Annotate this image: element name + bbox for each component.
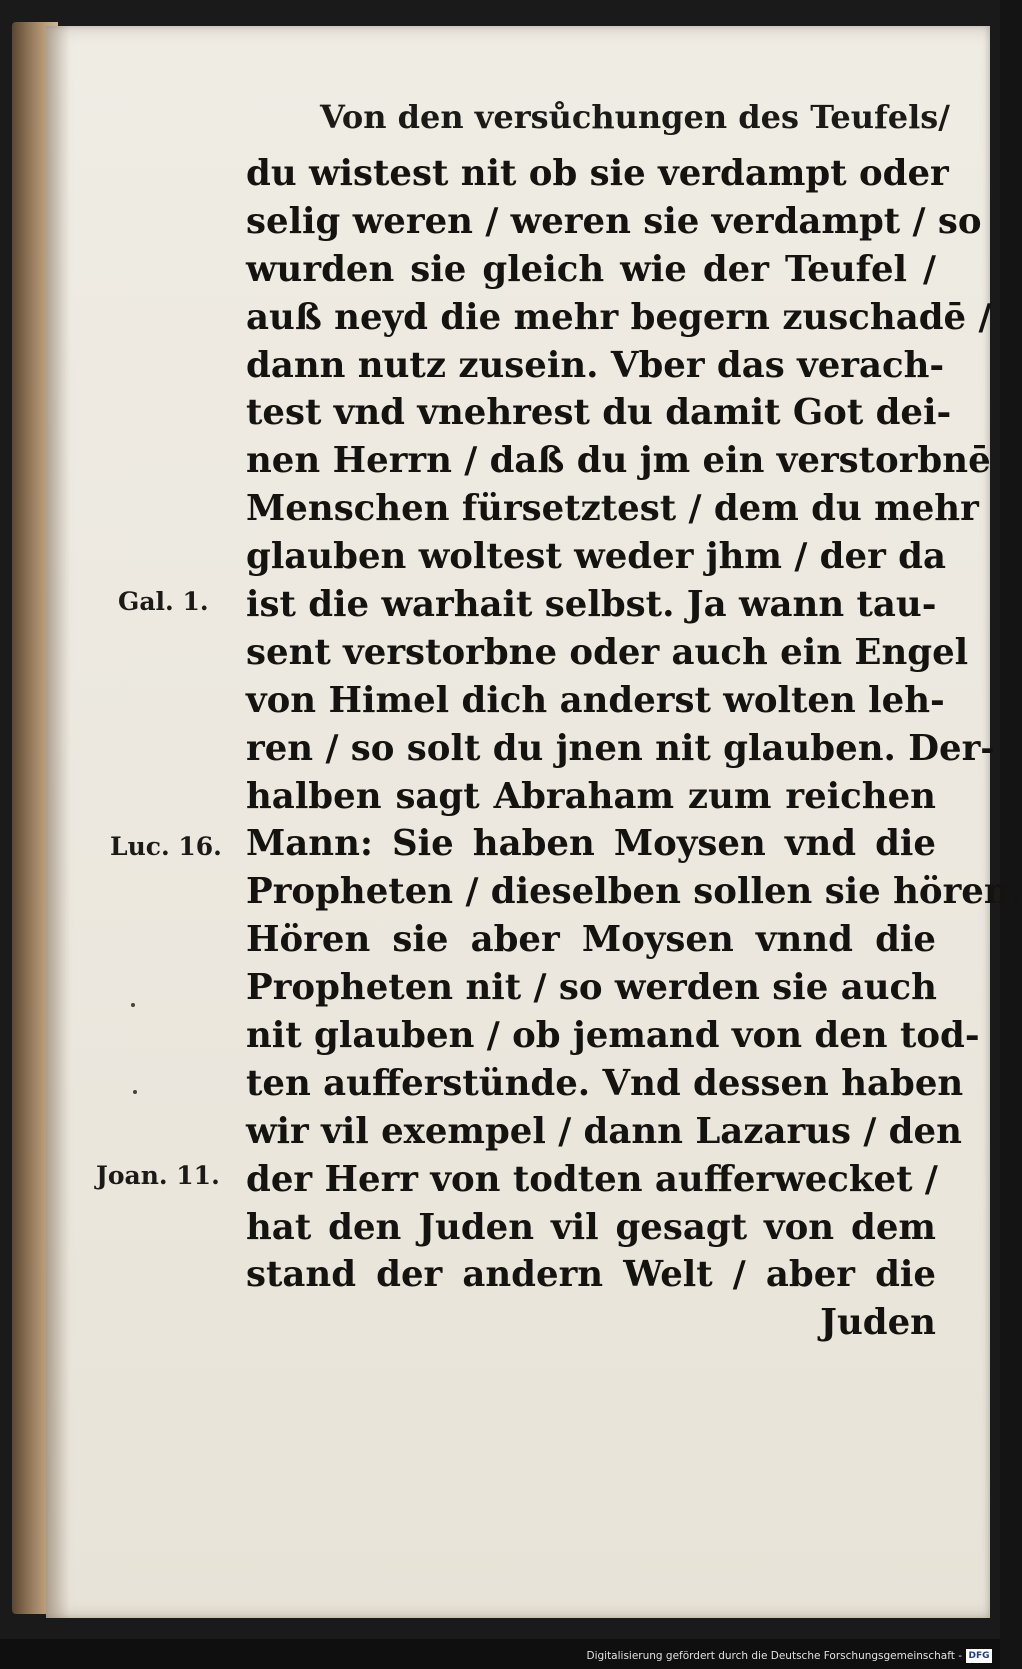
catchword: Juden bbox=[820, 1302, 936, 1344]
ink-speck bbox=[133, 1090, 137, 1094]
text-line: nit glauben / ob jemand von den tod- bbox=[246, 1015, 980, 1057]
dfg-logo: DFG bbox=[966, 1649, 992, 1663]
text-line: wir vil exempel / dann Lazarus / den bbox=[246, 1110, 962, 1152]
text-line: ren / so solt du jnen nit glauben. Der- bbox=[246, 727, 996, 769]
text-line: Propheten / dieselben sollen sie hören. bbox=[246, 871, 1022, 913]
text-line: dann nutz zusein. Vber das verach- bbox=[246, 344, 945, 386]
text-line: Mann: Sie haben Moysen vnd die bbox=[246, 823, 936, 865]
text-line: Hören sie aber Moysen vnnd die bbox=[246, 919, 936, 961]
marginal-note-joan: Joan. 11. bbox=[96, 1161, 220, 1190]
text-line: sent verstorbne oder auch ein Engel bbox=[246, 631, 969, 673]
text-line: nen Herrn / daß du jm ein verstorbnē bbox=[246, 440, 991, 482]
text-line: du wistest nit ob sie verdampt oder bbox=[246, 153, 949, 194]
text-line: hat den Juden vil gesagt von dem bbox=[246, 1206, 936, 1248]
text-line: ten aufferstünde. Vnd dessen haben bbox=[246, 1062, 964, 1104]
text-line: selig weren / weren sie verdampt / so bbox=[246, 200, 982, 242]
text-line: Propheten nit / so werden sie auch bbox=[246, 967, 937, 1009]
text-line: von Himel dich anderst wolten leh- bbox=[246, 679, 945, 721]
text-line: glauben woltest weder jhm / der da bbox=[246, 536, 946, 578]
running-head: Von den versůchungen des Teufels/ bbox=[320, 98, 950, 136]
text-line: der Herr von todten aufferwecket / bbox=[246, 1158, 938, 1200]
marginal-note-luc: Luc. 16. bbox=[110, 832, 222, 861]
text-line: auß neyd die mehr begern zuschadē / bbox=[246, 296, 992, 338]
marginal-note-gal: Gal. 1. bbox=[118, 587, 209, 616]
text-line: stand der andern Welt / aber die bbox=[246, 1254, 936, 1296]
gutter-shadow bbox=[46, 26, 70, 1618]
ink-speck bbox=[131, 1003, 135, 1007]
text-line: test vnd vnehrest du damit Got dei- bbox=[246, 392, 952, 434]
text-line: ist die warhait selbst. Ja wann tau- bbox=[246, 584, 937, 626]
body-text bbox=[246, 150, 1022, 1347]
text-line: Menschen fürsetztest / dem du mehr bbox=[246, 488, 979, 530]
text-line: wurden sie gleich wie der Teufel / bbox=[246, 248, 936, 290]
digitization-credit: Digitalisierung gefördert durch die Deutsche Forschungsgemeinschaft - bbox=[586, 1650, 962, 1662]
text-line: halben sagt Abraham zum reichen bbox=[246, 775, 936, 817]
